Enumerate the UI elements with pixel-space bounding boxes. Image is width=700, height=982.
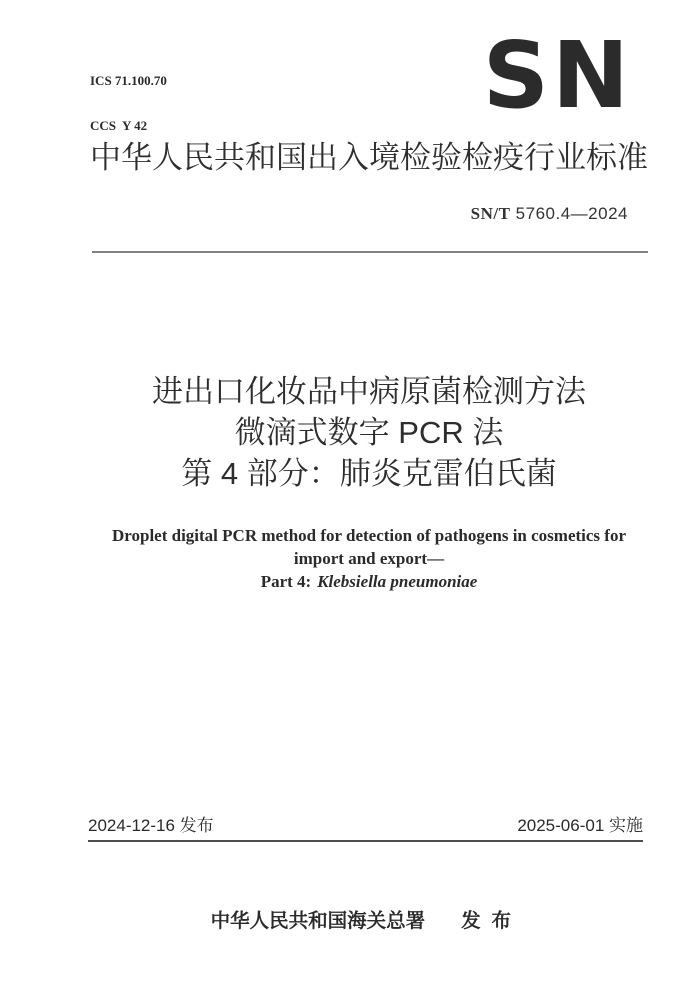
ccs-code: CCS Y 42 <box>90 118 148 133</box>
standard-category-title: 中华人民共和国出入境检验检疫行业标准 <box>90 140 648 175</box>
publish-action-label: 发 布 <box>461 910 512 932</box>
standard-number-rest: 5760.4—2024 <box>515 204 628 223</box>
ics-code: ICS 71.100.70 <box>90 73 167 88</box>
main-title-line2: 微滴式数字 PCR 法 <box>234 415 504 450</box>
publisher-row <box>0 885 700 957</box>
issue-date: 2024-12-16 发布 <box>88 816 214 835</box>
main-title-line3: 第 4 部分：肺炎克雷伯氏菌 <box>181 456 557 491</box>
english-title-line2: import and export— <box>293 549 445 568</box>
sn-logo: SN <box>482 22 632 129</box>
standard-number-prefix: SN/T <box>470 204 511 223</box>
standard-number <box>471 204 628 224</box>
header-divider-line <box>92 251 648 253</box>
footer-divider-line <box>88 840 643 842</box>
main-title-line1: 进出口化妆品中病原菌检测方法 <box>152 374 586 409</box>
english-title-line1: Droplet digital PCR method for detection of pathogens in cosmetics for <box>111 526 627 545</box>
english-title-part-label: Part 4: <box>260 572 312 591</box>
implement-date: 2025-06-01 实施 <box>517 816 643 835</box>
dates-row <box>88 815 643 837</box>
english-title-species-name: Klebsiella pneumoniae <box>317 572 478 591</box>
publisher-name: 中华人民共和国海关总署 <box>210 910 426 932</box>
english-title-line3 <box>70 570 668 593</box>
english-title <box>70 524 668 593</box>
main-title <box>90 371 648 494</box>
